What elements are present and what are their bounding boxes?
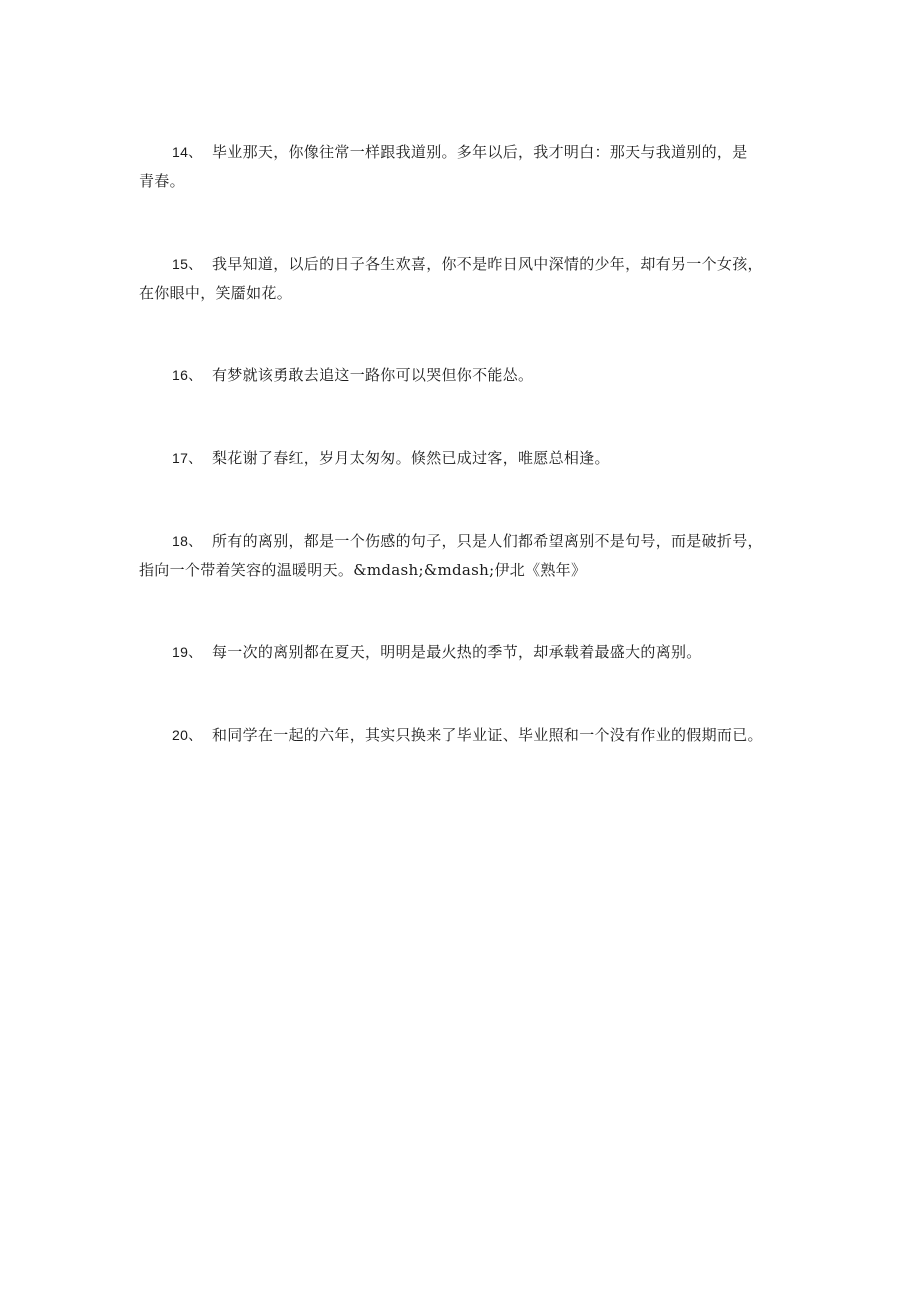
item-number: 17、 bbox=[172, 450, 203, 466]
item-text: 在你眼中，笑靥如花。 bbox=[139, 284, 293, 302]
item-first-line bbox=[139, 527, 789, 556]
item-text: 毕业那天，你像往常一样跟我道别。多年以后，我才明白：那天与我道别的，是 bbox=[212, 143, 748, 161]
item-first-line bbox=[139, 138, 789, 167]
item-text: 有梦就该勇敢去追这一路你可以哭但你不能怂。 bbox=[212, 366, 534, 384]
list-item bbox=[139, 444, 789, 473]
item-first-line bbox=[139, 444, 789, 473]
list-item bbox=[139, 250, 789, 308]
item-first-line bbox=[139, 250, 789, 279]
item-text: 所有的离别，都是一个伤感的句子，只是人们都希望离别不是句号，而是破折号， bbox=[212, 532, 763, 550]
item-text: 梨花谢了春红，岁月太匆匆。倏然已成过客，唯愿总相逢。 bbox=[212, 449, 610, 467]
item-text: 我早知道，以后的日子各生欢喜，你不是昨日风中深情的少年，却有另一个女孩， bbox=[212, 255, 763, 273]
item-number: 15、 bbox=[172, 256, 203, 272]
item-number: 20、 bbox=[172, 727, 203, 743]
item-number: 16、 bbox=[172, 367, 203, 383]
item-text: 每一次的离别都在夏天，明明是最火热的季节，却承载着最盛大的离别。 bbox=[212, 643, 702, 661]
item-first-line bbox=[139, 721, 789, 750]
list-item bbox=[139, 527, 789, 585]
item-text: 指向一个带着笑容的温暖明天。&mdash;&mdash;伊北《熟年》 bbox=[139, 561, 587, 579]
item-first-line bbox=[139, 638, 789, 667]
list-item bbox=[139, 638, 789, 667]
list-item bbox=[139, 138, 789, 196]
item-text: 和同学在一起的六年，其实只换来了毕业证、毕业照和一个没有作业的假期而已。 bbox=[212, 726, 763, 744]
item-number: 18、 bbox=[172, 533, 203, 549]
item-first-line bbox=[139, 361, 789, 390]
item-text: 青春。 bbox=[139, 172, 185, 190]
item-number: 14、 bbox=[172, 144, 203, 160]
list-item bbox=[139, 361, 789, 390]
item-number: 19、 bbox=[172, 644, 203, 660]
list-item bbox=[139, 721, 789, 750]
